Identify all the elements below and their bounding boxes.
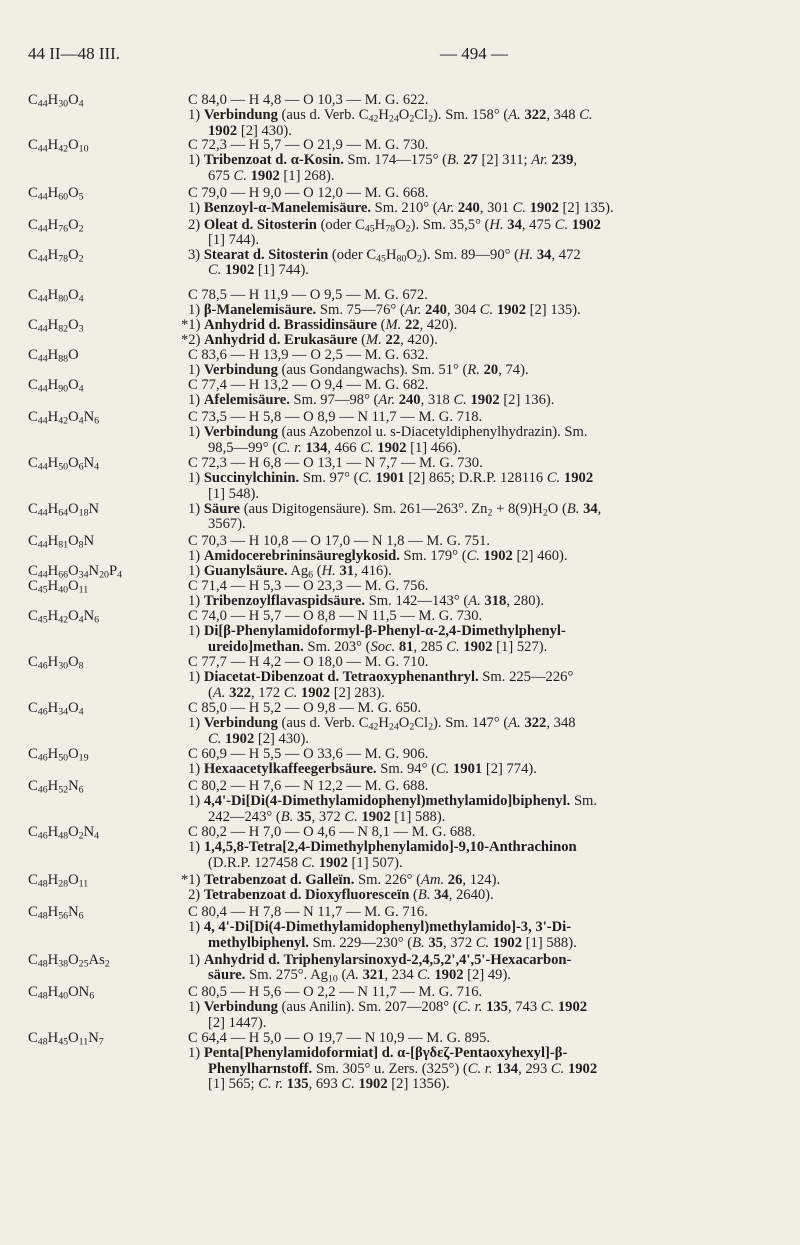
- entry-line: C. 1902 [1] 744).: [208, 263, 309, 279]
- entry-line: C 60,9 — H 5,5 — O 33,6 — M. G. 906.: [188, 747, 429, 762]
- formula: $C_{48}H_{45}O_{11}N_7$: [28, 1030, 104, 1048]
- formula: $C_{48}H_{38}O_{25}As_2$: [28, 952, 110, 970]
- formula: $C_{44}H_{64}O_{18}N$: [28, 501, 100, 519]
- formula: $C_{44}H_{81}O_8N$: [28, 533, 95, 551]
- entry-line: C 80,5 — H 5,6 — O 2,2 — N 11,7 — M. G. 716.: [188, 985, 483, 1000]
- entry-line: 3) Stearat d. Sitosterin (oder $C_{45}H_{80}O_2$). Sm. 89—90° (H. 34, 472: [188, 248, 581, 264]
- page-range: 44 II—48 III.: [28, 44, 121, 63]
- compound-entry: [0, 410, 800, 456]
- compound-entry: [0, 747, 800, 778]
- compound-entry: [0, 318, 800, 349]
- entry-line: C 72,3 — H 6,8 — O 13,1 — N 7,7 — M. G. 730.: [188, 456, 483, 471]
- compound-entry: [0, 502, 800, 533]
- compound-entry: [0, 609, 800, 655]
- compound-entry: [0, 701, 800, 747]
- formula: $C_{45}H_{42}O_4N_6$: [28, 608, 100, 626]
- compound-entry: [0, 1031, 800, 1093]
- compound-entry: [0, 138, 800, 184]
- entry-line: *2) Anhydrid d. Erukasäure (M. 22, 420).: [181, 333, 438, 349]
- compound-entry: [0, 779, 800, 825]
- compound-entry: [0, 579, 800, 610]
- formula: $C_{44}H_{78}O_2$: [28, 247, 84, 265]
- compound-entry: [0, 905, 800, 951]
- entry-line: 1) Säure (aus Digitogensäure). Sm. 261—263°. $Zn_2 + 8(9)H_2O$ (B. 34,: [188, 502, 602, 518]
- entry-line: 1) Verbindung (aus d. Verb. $C_{42}H_{24}O_2Cl_2$). Sm. 147° (A. 322, 348: [188, 716, 576, 732]
- formula: $C_{45}H_{40}O_{11}$: [28, 578, 89, 596]
- entry-line: 1) Di[β-Phenylamidoformyl-β-Phenyl-α-2,4-Dimethylphenyl-: [188, 624, 566, 640]
- compound-entry: [0, 93, 800, 139]
- formula: $C_{44}H_{82}O_3$: [28, 317, 84, 335]
- entry-line: C 64,4 — H 5,0 — O 19,7 — N 10,9 — M. G. 895.: [188, 1031, 491, 1046]
- formula: $C_{46}H_{34}O_4$: [28, 700, 84, 718]
- compound-entry: [0, 456, 800, 502]
- entry-line: C 80,2 — H 7,0 — O 4,6 — N 8,1 — M. G. 688.: [188, 825, 476, 840]
- entry-line: 1) Verbindung (aus d. Verb. $C_{42}H_{24}O_2Cl_2$). Sm. 158° (A. 322, 348 C.: [188, 108, 593, 124]
- entry-line: 1) Verbindung (aus Gondangwachs). Sm. 51° (R. 20, 74).: [188, 363, 529, 379]
- entry-line: 242—243° (B. 35, 372 C. 1902 [1] 588).: [208, 809, 446, 825]
- entry-line: 1) Verbindung (aus Anilin). Sm. 207—208° (C. r. 135, 743 C. 1902: [188, 1000, 588, 1016]
- entry-line: C. 1902 [2] 430).: [208, 731, 309, 747]
- entry-line: C 80,4 — H 7,8 — N 11,7 — M. G. 716.: [188, 905, 428, 920]
- entry-line: C 70,3 — H 10,8 — O 17,0 — N 1,8 — M. G. 751.: [188, 534, 491, 549]
- entry-line: C 73,5 — H 5,8 — O 8,9 — N 11,7 — M. G. 718.: [188, 410, 483, 425]
- entry-line: [1] 548).: [208, 486, 260, 502]
- entry-line: Phenylharnstoff. Sm. 305° u. Zers. (325°) (C. r. 134, 293 C. 1902: [208, 1061, 598, 1077]
- entry-line: C 83,6 — H 13,9 — O 2,5 — M. G. 632.: [188, 348, 429, 363]
- formula: $C_{44}H_{66}O_{34}N_{20}P_4$: [28, 563, 123, 581]
- compound-entry: [0, 288, 800, 319]
- entry-line: *1) Tetrabenzoat d. Galleïn. Sm. 226° (Am. 26, 124).: [181, 873, 501, 888]
- entry-line: (A. 322, 172 C. 1902 [2] 283).: [208, 685, 385, 701]
- entry-line: C 71,4 — H 5,3 — O 23,3 — M. G. 756.: [188, 579, 429, 594]
- compound-entry: [0, 186, 800, 217]
- entry-line: methylbiphenyl. Sm. 229—230° (B. 35, 372 C. 1902 [1] 588).: [208, 935, 577, 951]
- page-number: — 494 —: [440, 44, 508, 63]
- compound-entry: [0, 985, 800, 1031]
- entry-line: 2) Oleat d. Sitosterin (oder $C_{45}H_{78}O_2$). Sm. 35,5° (H. 34, 475 C. 1902: [188, 218, 601, 234]
- entry-line: 1) Tribenzoat d. α-Kosin. Sm. 174—175° (B. 27 [2] 311; Ar. 239,: [188, 153, 578, 169]
- entry-line: [2] 1447).: [208, 1015, 267, 1031]
- compound-entry: [0, 953, 800, 984]
- entry-line: 1) Diacetat-Dibenzoat d. Tetraoxyphenanthryl. Sm. 225—226°: [188, 670, 574, 686]
- entry-line: C 80,2 — H 7,6 — N 12,2 — M. G. 688.: [188, 779, 429, 794]
- entry-line: 1) Benzoyl-α-Manelemisäure. Sm. 210° (Ar. 240, 301 C. 1902 [2] 135).: [188, 201, 614, 217]
- formula: $C_{46}H_{50}O_{19}$: [28, 746, 89, 764]
- formula: $C_{44}H_{60}O_5$: [28, 185, 84, 203]
- compound-entry: [0, 248, 800, 279]
- formula: $C_{48}H_{56}N_6$: [28, 904, 84, 922]
- compound-entry: [0, 534, 800, 565]
- formula: $C_{44}H_{76}O_2$: [28, 217, 84, 235]
- formula: $C_{44}H_{50}O_6N_4$: [28, 455, 100, 473]
- entry-line: 1) Guanylsäure. $Ag_6$ (H. 31, 416).: [188, 564, 392, 580]
- entry-line: C 85,0 — H 5,2 — O 9,8 — M. G. 650.: [188, 701, 422, 716]
- formula: $C_{44}H_{90}O_4$: [28, 377, 84, 395]
- entry-line: 1) Succinylchinin. Sm. 97° (C. 1901 [2] 865; D.R.P. 128116 C. 1902: [188, 471, 594, 487]
- entry-line: 1) Penta[Phenylamidoformiat] d. α-[βγδεζ-Pentaoxyhexyl]-β-: [188, 1046, 568, 1062]
- compound-entry: [0, 348, 800, 379]
- entry-line: [1] 565; C. r. 135, 693 C. 1902 [2] 1356).: [208, 1077, 450, 1093]
- entry-line: C 78,5 — H 11,9 — O 9,5 — M. G. 672.: [188, 288, 428, 303]
- entry-line: säure. Sm. 275°. $Ag_{10}$ (A. 321, 234 C. 1902 [2] 49).: [208, 968, 511, 984]
- entry-line: 3567).: [208, 517, 246, 533]
- formula: $C_{48}H_{40}ON_6$: [28, 984, 95, 1002]
- entry-line: *1) Anhydrid d. Brassidinsäure (M. 22, 420).: [181, 318, 458, 333]
- entry-line: 1) Tribenzoylflavaspidsäure. Sm. 142—143° (A. 318, 280).: [188, 594, 545, 610]
- entry-line: 1) 4,4'-Di[Di(4-Dimethylamidophenyl)methylamido]biphenyl. Sm.: [188, 794, 598, 810]
- entry-line: 98,5—99° (C. r. 134, 466 C. 1902 [1] 466).: [208, 440, 462, 456]
- entry-line: C 72,3 — H 5,7 — O 21,9 — M. G. 730.: [188, 138, 429, 153]
- formula: $C_{44}H_{88}O$: [28, 347, 79, 365]
- entry-line: 1) 4, 4'-Di[Di(4-Dimethylamidophenyl)methylamido]-3, 3'-Di-: [188, 920, 572, 936]
- formula: $C_{44}H_{42}O_4N_6$: [28, 409, 100, 427]
- entry-line: C 77,7 — H 4,2 — O 18,0 — M. G. 710.: [188, 655, 429, 670]
- entry-line: 1) Anhydrid d. Triphenylarsinoxyd-2,4,5,2',4',5'-Hexacarbon-: [188, 953, 572, 968]
- entry-line: 1) Afelemisäure. Sm. 97—98° (Ar. 240, 318 C. 1902 [2] 136).: [188, 393, 555, 409]
- entry-line: C 77,4 — H 13,2 — O 9,4 — M. G. 682.: [188, 378, 429, 393]
- compound-entry: [0, 378, 800, 409]
- formula: $C_{46}H_{30}O_8$: [28, 654, 84, 672]
- formula: $C_{44}H_{80}O_4$: [28, 287, 84, 305]
- compound-entry: [0, 825, 800, 871]
- page-header: [0, 44, 800, 74]
- formula: $C_{46}H_{52}N_6$: [28, 778, 84, 796]
- entry-line: (D.R.P. 127458 C. 1902 [1] 507).: [208, 855, 403, 871]
- entry-line: 1902 [2] 430).: [208, 123, 292, 139]
- compound-entry: [0, 218, 800, 249]
- entry-line: C 84,0 — H 4,8 — O 10,3 — M. G. 622.: [188, 93, 429, 108]
- entry-line: [1] 744).: [208, 233, 260, 249]
- entry-line: 1) Verbindung (aus Azobenzol u. s-Diacetyldiphenylhydrazin). Sm.: [188, 425, 588, 441]
- compound-entry: [0, 873, 800, 904]
- entry-line: ureido]methan. Sm. 203° (Soc. 81, 285 C. 1902 [1] 527).: [208, 639, 548, 655]
- compound-entry: [0, 564, 800, 579]
- entry-line: C 74,0 — H 5,7 — O 8,8 — N 11,5 — M. G. 730.: [188, 609, 483, 624]
- entry-line: 1) Amidocerebrininsäureglykosid. Sm. 179° (C. 1902 [2] 460).: [188, 549, 568, 565]
- entry-line: C 79,0 — H 9,0 — O 12,0 — M. G. 668.: [188, 186, 429, 201]
- entry-line: 1) β-Manelemisäure. Sm. 75—76° (Ar. 240, 304 C. 1902 [2] 135).: [188, 303, 581, 319]
- formula: $C_{44}H_{30}O_4$: [28, 92, 84, 110]
- formula: $C_{46}H_{48}O_2N_4$: [28, 824, 100, 842]
- entry-line: 2) Tetrabenzoat d. Dioxyfluoresceïn (B. 34, 2640).: [188, 888, 494, 904]
- entry-line: 1) Hexaacetylkaffeegerbsäure. Sm. 94° (C. 1901 [2] 774).: [188, 762, 537, 778]
- compound-entry: [0, 655, 800, 701]
- formula: $C_{48}H_{28}O_{11}$: [28, 872, 89, 890]
- entry-line: 1) 1,4,5,8-Tetra[2,4-Dimethylphenylamido]-9,10-Anthrachinon: [188, 840, 577, 856]
- formula: $C_{44}H_{42}O_{10}$: [28, 137, 89, 155]
- entry-line: 675 C. 1902 [1] 268).: [208, 168, 335, 184]
